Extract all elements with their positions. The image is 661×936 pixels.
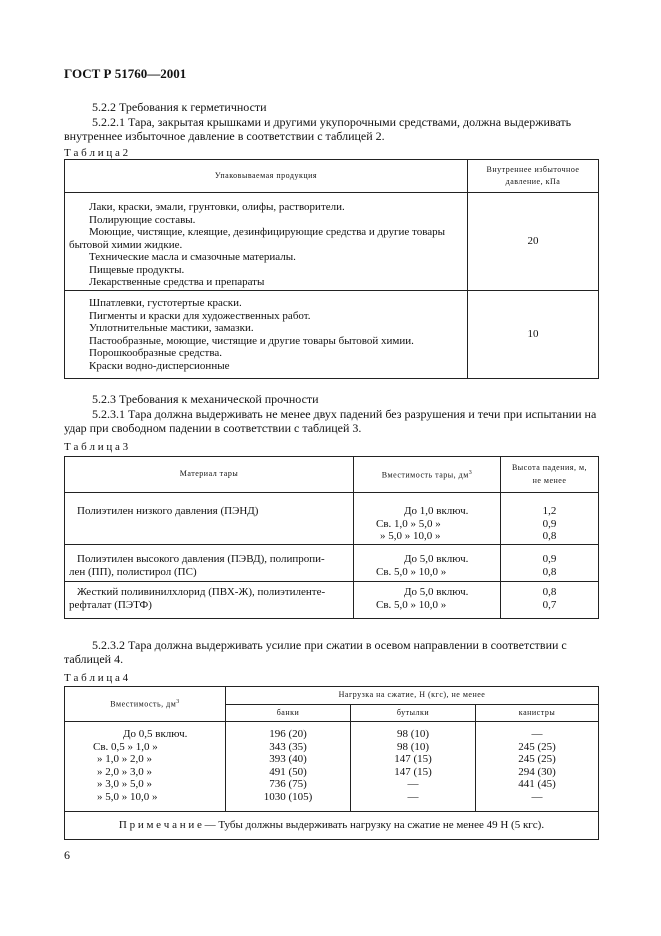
table4-capacity-column xyxy=(65,722,226,812)
table2-row2-line: Краски водно-дисперсионные xyxy=(89,359,230,372)
table3-row1-height-value: 1,2 xyxy=(542,505,557,517)
table3-row1-capacity-line: Св. 1,0 » 5,0 » xyxy=(376,517,441,530)
table2-row1-line: Моющие, чистящие, клеящие, дезинфицирующие средства и другие товары xyxy=(89,226,446,238)
table2-row1-value: 20 xyxy=(468,193,599,291)
table2-caption: Т а б л и ц а 2 xyxy=(64,147,129,159)
table4-canisters-value: 441 (45) xyxy=(518,778,556,790)
table4-header-capacity xyxy=(65,687,226,722)
table4-header-capacity-text: Вместимость, дм xyxy=(110,700,177,710)
table2-row1-line: бытовой химии жидкие. xyxy=(69,238,183,251)
table3-row3-height xyxy=(501,582,599,619)
table3-header-capacity-text: Вместимость тары, дм xyxy=(381,470,469,480)
table4-capacity-value: До 0,5 включ. xyxy=(123,728,188,740)
table4-cans-value: 736 (75) xyxy=(269,778,307,790)
section-5-2-3-heading: 5.2.3 Требования к механической прочности xyxy=(92,392,319,406)
section-5-2-2-1-line2: внутреннее избыточное давление в соответствии с таблицей 2. xyxy=(64,129,385,143)
table3-row2-capacity-line: До 5,0 включ. xyxy=(404,553,469,565)
table3-row1-material-line: Полиэтилен низкого давления (ПЭНД) xyxy=(77,505,259,517)
table4-canisters-value: 245 (25) xyxy=(518,753,556,765)
table2-row1-line: Полирующие составы. xyxy=(89,213,196,226)
table4-canisters-value: 245 (25) xyxy=(518,740,556,753)
table4-capacity-value: Св. 0,5 » 1,0 » xyxy=(93,740,158,753)
table2-row1-line: Пищевые продукты. xyxy=(89,263,185,276)
table3-row2-material-line: лен (ПП), полистирол (ПС) xyxy=(69,565,197,578)
table4-cans-column xyxy=(226,722,351,812)
table3-row1-material xyxy=(65,493,354,545)
table3-row3-material-line: рефталат (ПЭТФ) xyxy=(69,598,152,611)
table4-caption: Т а б л и ц а 4 xyxy=(64,672,129,684)
table3-row3-material xyxy=(65,582,354,619)
table4-canisters-value: — xyxy=(531,728,543,740)
table3-row3-height-value: 0,8 xyxy=(542,586,557,598)
table2-row1-products xyxy=(65,193,468,291)
table2-row2-line: Порошкообразные средства. xyxy=(89,347,223,359)
table3-row1-capacity-line: До 1,0 включ. xyxy=(404,505,469,517)
table2-row2-line: Пигменты и краски для художественных работ. xyxy=(89,309,311,322)
table3-row2-height-value: 0,8 xyxy=(542,565,557,578)
table3-row1-height-value: 0,8 xyxy=(542,530,557,542)
table3-header-capacity xyxy=(354,457,501,493)
table3-row3-material-line: Жесткий поливинилхлорид (ПВХ-Ж), полиэтиленте- xyxy=(77,586,326,598)
table4-header-load: Нагрузка на сжатие, Н (кгс), не менее xyxy=(226,687,599,705)
table2-header-pressure-line1: Внутреннее избыточное xyxy=(486,164,580,174)
section-5-2-3-2-line1: 5.2.3.2 Тара должна выдерживать усилие при сжатии в осевом направлении в соответствии с xyxy=(92,638,567,652)
table3-row1-height-value: 0,9 xyxy=(542,517,557,530)
table3-row2-height-value: 0,9 xyxy=(542,553,557,565)
table3-row1-capacity xyxy=(354,493,501,545)
table4-cans-value: 393 (40) xyxy=(269,753,307,765)
table4-cans-value: 491 (50) xyxy=(269,765,307,778)
table3-row3-capacity xyxy=(354,582,501,619)
table4-note-text: — Тубы должны выдерживать нагрузку на сжатие не менее 49 Н (5 кгс). xyxy=(201,819,545,832)
table3-header-height xyxy=(501,457,599,493)
table3-row2-capacity xyxy=(354,545,501,582)
table4-bottles-value: 147 (15) xyxy=(394,753,432,765)
section-5-2-2-heading: 5.2.2 Требования к герметичности xyxy=(92,100,267,114)
table2-row2-line: Пастообразные, моющие, чистящие и другие товары бытовой химии. xyxy=(89,334,414,347)
table3-header-height-line1: Высота падения, м, xyxy=(511,463,588,472)
table3-row3-capacity-line: До 5,0 включ. xyxy=(404,586,469,598)
table4-canisters-value: — xyxy=(531,790,543,803)
table3-row2-material xyxy=(65,545,354,582)
table-3 xyxy=(64,456,599,619)
table-2 xyxy=(64,159,599,379)
table4-bottles-value: 147 (15) xyxy=(394,765,432,778)
page-number: 6 xyxy=(64,848,70,862)
table4-cans-value: 196 (20) xyxy=(269,728,307,740)
document-title: ГОСТ Р 51760—2001 xyxy=(64,66,187,81)
table3-header-height-line2: не менее xyxy=(532,475,567,485)
table4-bottles-value: 98 (10) xyxy=(396,728,430,740)
table4-note-label: П р и м е ч а н и е xyxy=(118,819,202,832)
table-4 xyxy=(64,686,599,840)
table3-row1-height xyxy=(501,493,599,545)
table2-row2-value: 10 xyxy=(468,291,599,379)
table2-row2-products xyxy=(65,291,468,379)
section-5-2-2-1-line1: 5.2.2.1 Тара, закрытая крышками и другими укупорочными средствами, должна выдерживать xyxy=(92,115,572,129)
table4-header-capacity-unit-sup: 3 xyxy=(176,699,180,706)
table4-bottles-value: 98 (10) xyxy=(396,740,430,753)
table3-row2-height xyxy=(501,545,599,582)
table2-row1-line: Лекарственные средства и препараты xyxy=(89,276,265,288)
table3-row3-height-value: 0,7 xyxy=(542,598,557,611)
table4-capacity-value: » 1,0 » 2,0 » xyxy=(97,753,152,765)
table3-row2-capacity-line: Св. 5,0 » 10,0 » xyxy=(376,565,447,578)
table4-note xyxy=(65,812,599,840)
table2-row1-line: Лаки, краски, эмали, грунтовки, олифы, растворители. xyxy=(89,201,345,213)
table4-canisters-value: 294 (30) xyxy=(518,765,556,778)
table3-row2-material-line: Полиэтилен высокого давления (ПЭВД), полипропи- xyxy=(77,553,325,565)
section-5-2-3-1-line2: удар при свободном падении в соответствии с таблицей 3. xyxy=(64,421,362,435)
table4-capacity-value: » 5,0 » 10,0 » xyxy=(97,790,158,803)
table4-header-canisters: канистры xyxy=(476,705,599,722)
table3-caption: Т а б л и ц а 3 xyxy=(64,441,129,453)
table4-canisters-column xyxy=(476,722,599,812)
table4-header-bottles: бутылки xyxy=(351,705,476,722)
table2-row2-line: Шпатлевки, густотертые краски. xyxy=(89,297,242,309)
table4-capacity-value: » 2,0 » 3,0 » xyxy=(97,765,152,778)
table2-row1-line: Технические масла и смазочные материалы. xyxy=(89,251,296,263)
table3-row1-capacity-line: » 5,0 » 10,0 » xyxy=(380,530,441,542)
table2-header-pressure-line2: давление, кПа xyxy=(505,177,561,186)
table3-header-capacity-unit-sup: 3 xyxy=(468,469,473,476)
section-5-2-3-2-line2: таблицей 4. xyxy=(64,652,124,666)
table4-cans-value: 343 (35) xyxy=(269,740,307,753)
table2-header-pressure xyxy=(468,160,599,193)
table2-row2-line: Уплотнительные мастики, замазки. xyxy=(89,322,254,334)
table4-capacity-value: » 3,0 » 5,0 » xyxy=(97,778,152,790)
table4-bottles-value: — xyxy=(407,778,419,790)
section-5-2-3-1-line1: 5.2.3.1 Тара должна выдерживать не менее двух падений без разрушения и течи при испытании на xyxy=(92,407,597,421)
table4-header-cans: банки xyxy=(226,705,351,722)
table3-row3-capacity-line: Св. 5,0 » 10,0 » xyxy=(376,598,447,611)
table3-header-material: Материал тары xyxy=(65,457,354,493)
table4-bottles-column xyxy=(351,722,476,812)
table4-bottles-value: — xyxy=(407,790,419,803)
table2-header-product: Упаковываемая продукция xyxy=(65,160,468,193)
table4-cans-value: 1030 (105) xyxy=(263,790,313,803)
